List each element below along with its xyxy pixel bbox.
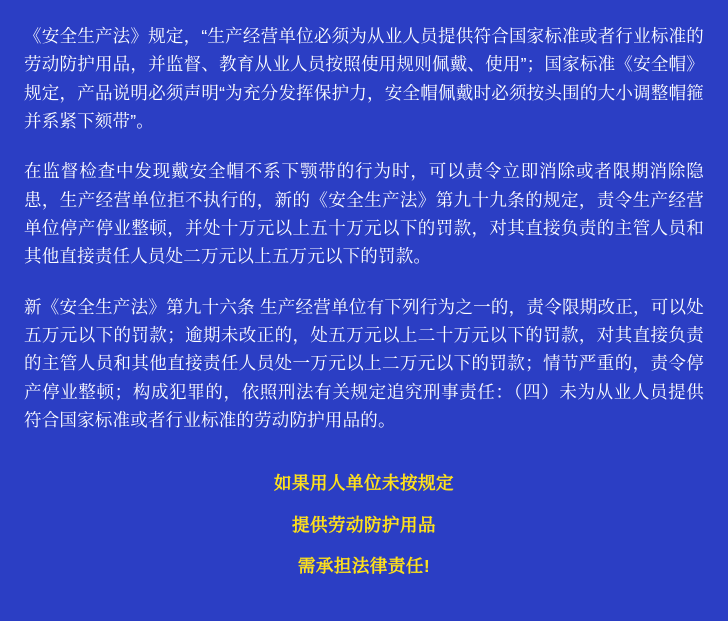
highlight-line-3: 需承担法律责任!	[297, 555, 431, 576]
highlight-line-1: 如果用人单位未按规定	[274, 473, 454, 494]
paragraph-inspection-penalties: 在监督检查中发现戴安全帽不系下颚带的行为时，可以责令立即消除或者限期消除隐患，生产经营单位拒不执行的，新的《安全生产法》第九十九条的规定，责令生产经营单位停产停业整顿，并处十万元以上五十万元以下的罚款，对其直接负责的主管人员和其他直接责任人员处二万元以上五万元以下的罚款。	[24, 161, 704, 267]
highlight-line-2: 提供劳动防护用品	[292, 514, 436, 535]
paragraph-article-96: 新《安全生产法》第九十六条 生产经营单位有下列行为之一的，责令限期改正，可以处五万元以下的罚款；逾期未改正的，处五万元以上二十万元以下的罚款，对其直接负责的主管人员和其他直接责任人员处一万元以上二万元以下的罚款；情节严重的，责令停产停业整顿；构成犯罪的，依照刑法有关规定追究刑事责任：（四）未为从业人员提供符合国家标准或者行业标准的劳动防护用品的。	[24, 296, 704, 431]
paragraph-safety-law-requirements: 《安全生产法》规定，“生产经营单位必须为从业人员提供符合国家标准或者行业标准的劳动防护用品，并监督、教育从业人员按照使用规则佩戴、使用”；国家标准《安全帽》规定，产品说明必须声明“为充分发挥保护力，安全帽佩戴时必须按头围的大小调整帽箍并系紧下颏带”。	[24, 26, 704, 132]
highlight-conclusion-block	[24, 470, 704, 579]
